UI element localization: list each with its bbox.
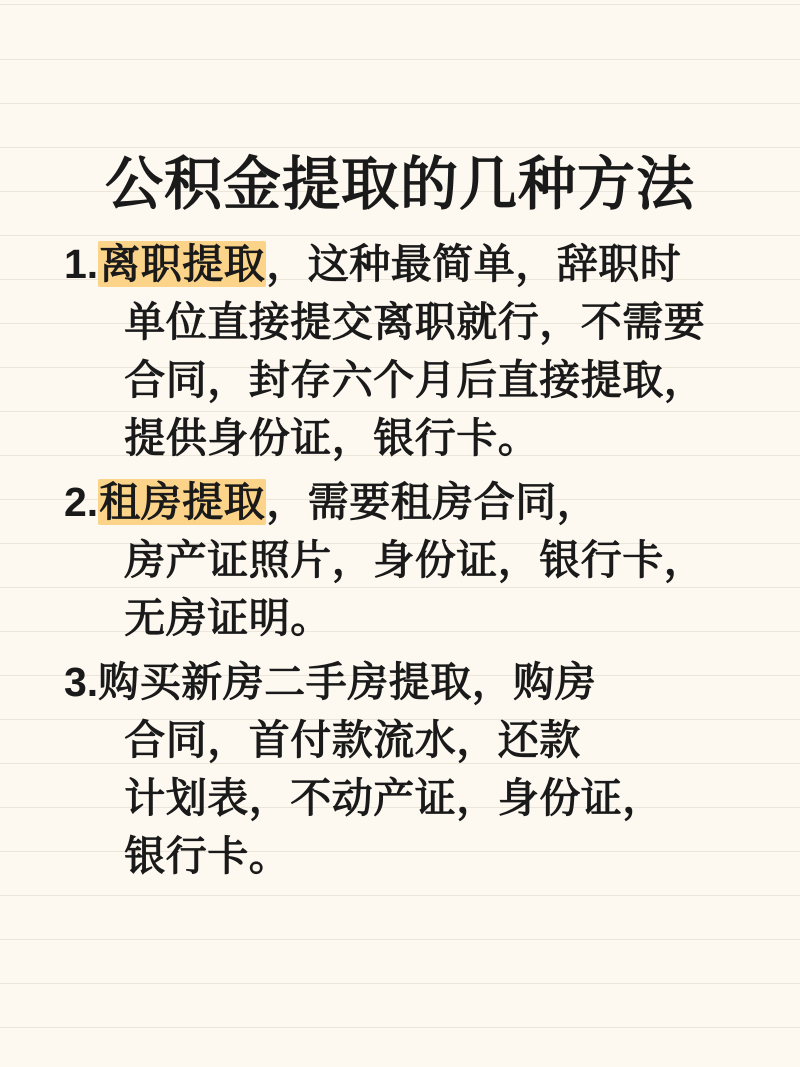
list-item-number: 3. xyxy=(64,658,99,705)
list-item-text xyxy=(98,235,754,467)
highlighted-text: 租房提取 xyxy=(99,478,266,525)
list-item xyxy=(46,653,754,885)
text-run: 单位直接提交离职就行，不需要 xyxy=(124,298,706,345)
list-item-line xyxy=(98,351,754,409)
text-run: 购买新房二手房提取，购房 xyxy=(98,658,597,705)
list-item-line xyxy=(98,589,754,647)
text-run: 合同，封存六个月后直接提取， xyxy=(124,356,706,403)
methods-list xyxy=(46,235,754,885)
page-title: 公积金提取的几种方法 xyxy=(104,152,695,217)
text-run: 合同，首付款流水，还款 xyxy=(124,716,581,763)
list-item-number: 1. xyxy=(64,240,99,287)
list-item-text xyxy=(98,653,754,885)
list-item-line xyxy=(98,531,754,589)
list-item-line xyxy=(98,473,754,531)
list-item xyxy=(46,235,754,467)
list-item xyxy=(46,473,754,647)
list-item-line xyxy=(98,769,754,827)
text-run: 房产证照片，身份证，银行卡， xyxy=(124,536,706,583)
list-item-line xyxy=(98,409,754,467)
text-run: 提供身份证，银行卡。 xyxy=(124,414,540,461)
text-run: ，需要租房合同， xyxy=(266,478,599,525)
list-item-line xyxy=(98,827,754,885)
list-item-line xyxy=(98,293,754,351)
list-item-number: 2. xyxy=(64,478,99,525)
text-run: ，这种最简单，辞职时 xyxy=(266,240,682,287)
list-item-text xyxy=(98,473,754,647)
list-item-line xyxy=(98,235,754,293)
text-run: 无房证明。 xyxy=(124,594,332,641)
highlighted-text: 离职提取 xyxy=(99,240,266,287)
text-run: 银行卡。 xyxy=(124,832,291,879)
list-item-line xyxy=(98,653,754,711)
text-run: 计划表，不动产证，身份证， xyxy=(124,774,664,821)
list-item-line xyxy=(98,711,754,769)
